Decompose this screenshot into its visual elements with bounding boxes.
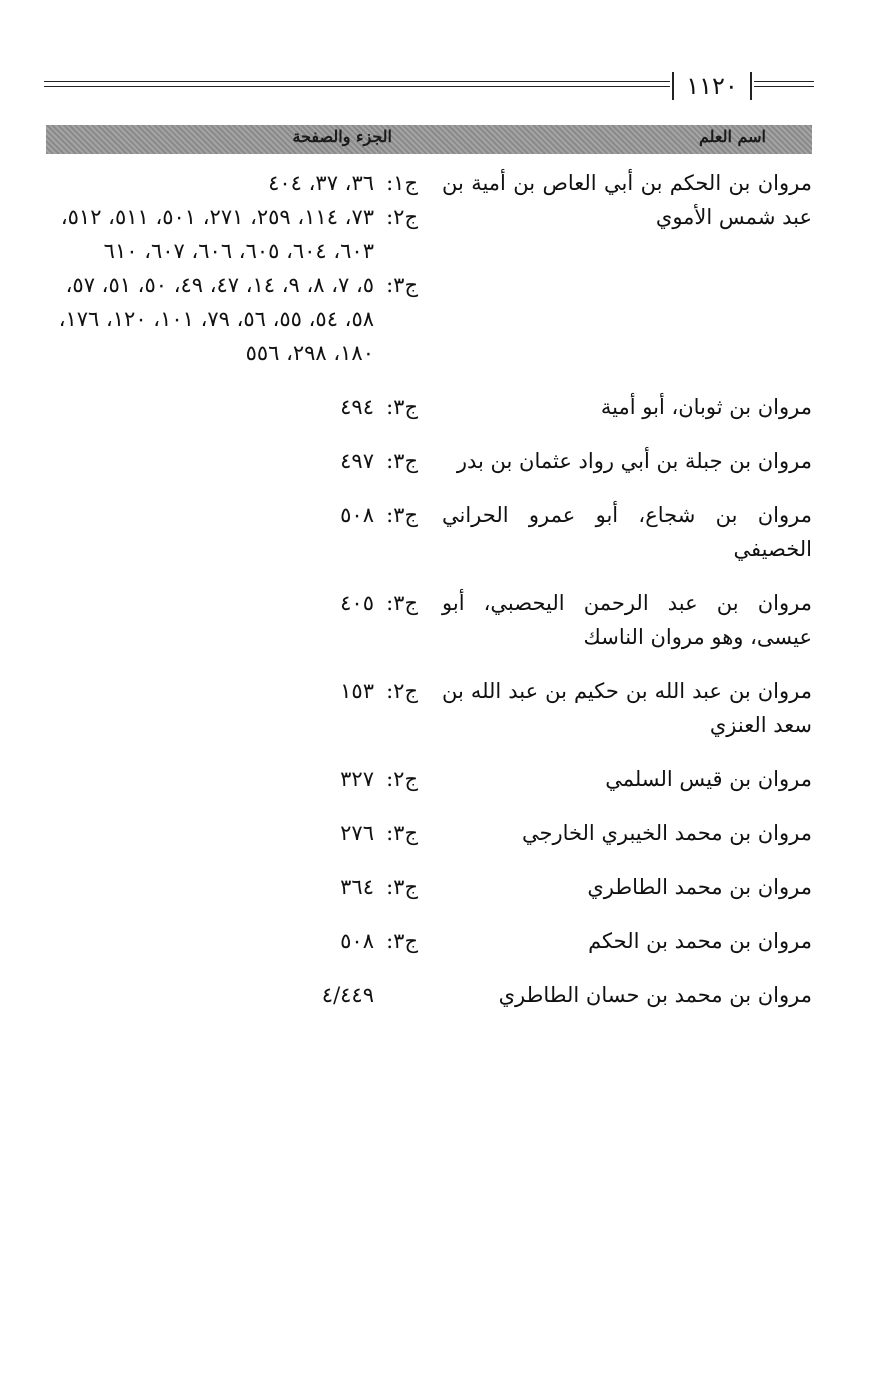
- page-numbers: ٤/٤٤٩: [321, 983, 374, 1007]
- entry-name: مروان بن محمد الطاطري: [587, 875, 812, 899]
- volume-label: ج٢:: [386, 767, 418, 791]
- index-entry: [46, 498, 812, 566]
- page-numbers: ٥٠٨: [340, 929, 374, 953]
- page-numbers: ٤٩٧: [340, 449, 374, 473]
- index-entry: [46, 444, 812, 478]
- volume-label: ج٣:: [386, 395, 418, 419]
- reference-group: [46, 390, 418, 424]
- volume-label: ج٢:: [386, 679, 418, 703]
- volume-label: ج٣:: [386, 449, 418, 473]
- entry-name: مروان بن ثوبان، أبو أمية: [600, 395, 812, 419]
- entry-name: مروان بن محمد بن الحكم: [588, 929, 812, 953]
- index-entry: [46, 924, 812, 958]
- entry-references: [46, 390, 418, 424]
- entry-references: [46, 586, 418, 620]
- header-rule-left: [44, 81, 670, 87]
- entry-references: [46, 816, 418, 850]
- entry-references: [46, 762, 418, 796]
- page-number: ١١٢٠: [670, 66, 754, 106]
- index-entry: [46, 870, 812, 904]
- entry-name: مروان بن قيس السلمي: [605, 767, 812, 791]
- index-entry: [46, 166, 812, 370]
- entry-name: مروان بن عبد الرحمن اليحصبي، أبو عيسى، وهو مروان الناسك: [442, 591, 812, 649]
- entry-references: [46, 674, 418, 708]
- page-column-header: الجزء والصفحة: [292, 127, 392, 146]
- entry-references: [46, 924, 418, 958]
- entry-references: [46, 166, 418, 370]
- index-entries: [46, 166, 812, 1032]
- table-header: [46, 125, 812, 154]
- reference-group: [46, 166, 418, 200]
- entry-name: مروان بن شجاع، أبو عمرو الحراني الخصيفي: [442, 503, 812, 561]
- volume-label: [374, 978, 418, 1012]
- reference-group: [46, 870, 418, 904]
- name-column-header: اسم العلم: [698, 127, 766, 146]
- volume-label: ج٣:: [386, 273, 418, 297]
- reference-group: [46, 444, 418, 478]
- page-numbers: ٤٩٤: [340, 395, 374, 419]
- reference-group: [46, 816, 418, 850]
- volume-label: ج١:: [386, 171, 418, 195]
- volume-label: ج٢:: [386, 205, 418, 229]
- page-numbers: ٢٧٦: [340, 821, 374, 845]
- volume-label: ج٣:: [386, 929, 418, 953]
- entry-name: مروان بن محمد بن حسان الطاطري: [498, 983, 812, 1007]
- reference-group: [46, 268, 418, 370]
- entry-name: مروان بن عبد الله بن حكيم بن عبد الله بن سعد العنزي: [442, 679, 812, 737]
- page-numbers: ١٥٣: [340, 679, 374, 703]
- entry-references: [46, 870, 418, 904]
- page-numbers: ٤٠٥: [340, 591, 374, 615]
- volume-label: ج٣:: [386, 591, 418, 615]
- reference-group: [46, 498, 418, 532]
- entry-references: [46, 978, 418, 1012]
- page-numbers: ٧٣، ١١٤، ٢٥٩، ٢٧١، ٥٠١، ٥١١، ٥١٢، ٦٠٣، ٦٠٤، ٦٠٥، ٦٠٦، ٦٠٧، ٦١٠: [60, 205, 374, 263]
- header-rule-right: [754, 81, 814, 87]
- index-entry: [46, 762, 812, 796]
- reference-group: [46, 762, 418, 796]
- volume-label: ج٣:: [386, 503, 418, 527]
- volume-label: ج٣:: [386, 875, 418, 899]
- reference-group: [46, 674, 418, 708]
- entry-name: مروان بن محمد الخيبري الخارجي: [521, 821, 812, 845]
- entry-references: [46, 444, 418, 478]
- index-entry: [46, 674, 812, 742]
- reference-group: [46, 200, 418, 268]
- index-entry: [46, 978, 812, 1012]
- page-numbers: ٣٦، ٣٧، ٤٠٤: [268, 171, 374, 195]
- index-entry: [46, 586, 812, 654]
- reference-group: [46, 924, 418, 958]
- entry-references: [46, 498, 418, 532]
- page-header: [44, 66, 814, 106]
- page-numbers: ٥، ٧، ٨، ٩، ١٤، ٤٧، ٤٩، ٥٠، ٥١، ٥٧، ٥٨، ٥٤، ٥٥، ٥٦، ٧٩، ١٠١، ١٢٠، ١٧٦، ١٨٠، ٢٩٨، ٥٥٦: [58, 273, 374, 365]
- index-entry: [46, 390, 812, 424]
- volume-label: ج٣:: [386, 821, 418, 845]
- reference-group: [46, 978, 418, 1012]
- reference-group: [46, 586, 418, 620]
- page-numbers: ٣٦٤: [340, 875, 374, 899]
- page-numbers: ٥٠٨: [340, 503, 374, 527]
- index-entry: [46, 816, 812, 850]
- entry-name: مروان بن جبلة بن أبي رواد عثمان بن بدر: [456, 449, 812, 473]
- page-numbers: ٣٢٧: [340, 767, 374, 791]
- entry-name: مروان بن الحكم بن أبي العاص بن أمية بن عبد شمس الأموي: [442, 171, 812, 229]
